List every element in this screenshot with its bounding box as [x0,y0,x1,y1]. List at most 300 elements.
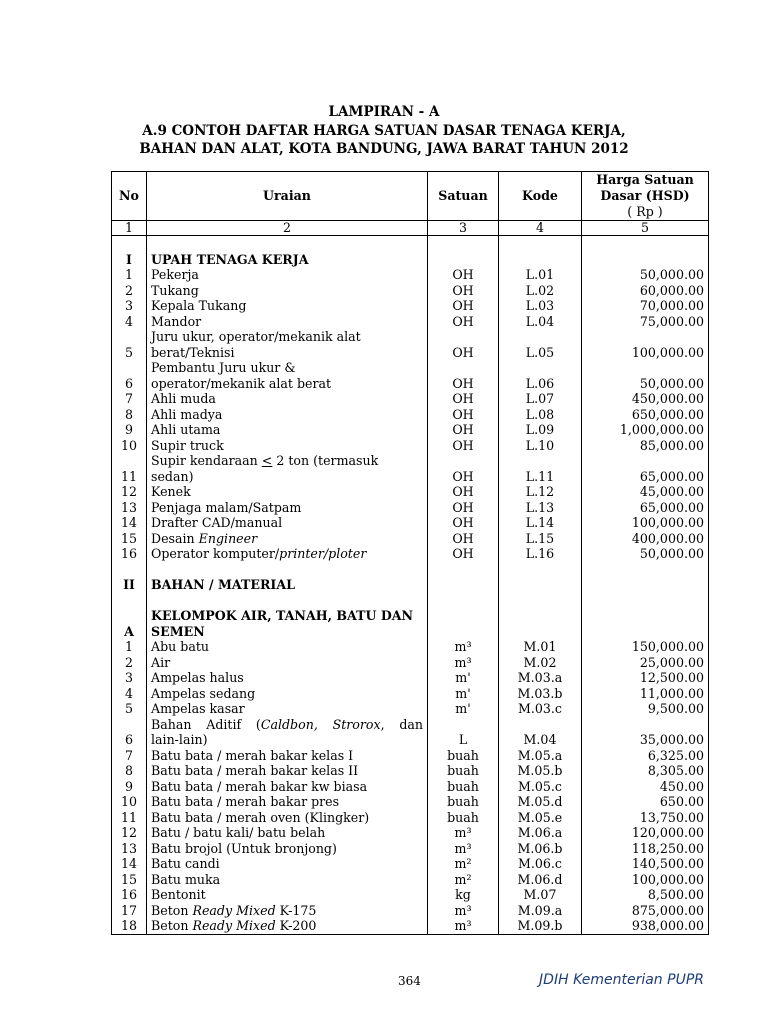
table-row [112,810,709,826]
row-kode: M.05.e [499,810,582,826]
row-satuan: OH [428,267,499,283]
row-no: 11 [112,453,147,484]
row-kode [499,593,582,609]
uraian-line: lain-lain) [151,732,208,747]
page-title: LAMPIRAN - A [328,104,440,120]
uraian-line: sedan) [151,468,194,484]
table-row [112,500,709,516]
row-uraian [147,856,428,872]
uraian-line [151,593,423,609]
uraian-line: Bahan Aditif (Caldbon, Strorox, dan [151,716,423,732]
row-no: 1 [112,639,147,655]
row-uraian [147,639,428,655]
table-row [112,453,709,484]
table-row [112,562,709,578]
uraian-line: Bentonit [151,887,206,902]
row-hsd: 85,000.00 [582,438,709,454]
row-kode: L.12 [499,484,582,500]
table-row [112,298,709,314]
row-uraian [147,329,428,360]
uraian-line: Batu bata / merah oven (Klingker) [151,809,370,825]
row-hsd: 45,000.00 [582,484,709,500]
row-uraian [147,748,428,764]
row-no: 9 [112,422,147,438]
row-hsd: 875,000.00 [582,903,709,919]
row-satuan: kg [428,887,499,903]
row-no: 3 [112,670,147,686]
row-kode: M.05.d [499,794,582,810]
row-uraian [147,562,428,578]
uraian-line: Desain Engineer [151,530,258,546]
row-no: 2 [112,655,147,671]
row-kode: L.09 [499,422,582,438]
row-kode: M.03.a [499,670,582,686]
col-header-satuan: Satuan [428,172,499,221]
row-satuan: OH [428,484,499,500]
row-hsd: 650.00 [582,794,709,810]
row-kode: L.10 [499,438,582,454]
row-hsd: 35,000.00 [582,717,709,748]
row-kode: L.14 [499,515,582,531]
row-uraian [147,531,428,547]
row-no [112,562,147,578]
row-no: 6 [112,717,147,748]
row-uraian [147,686,428,702]
col-number: 2 [147,221,428,236]
row-kode: L.04 [499,314,582,330]
row-no: 7 [112,748,147,764]
uraian-line: Batu brojol (Untuk bronjong) [151,840,337,856]
row-satuan: m³ [428,903,499,919]
row-hsd [582,608,709,639]
row-hsd: 650,000.00 [582,407,709,423]
row-hsd: 11,000.00 [582,686,709,702]
col-header-uraian: Uraian [147,172,428,221]
row-uraian [147,701,428,717]
row-kode: L.06 [499,360,582,391]
table-row [112,856,709,872]
uraian-line: Batu candi [151,856,220,871]
row-uraian [147,763,428,779]
table-row [112,438,709,454]
row-uraian [147,918,428,934]
row-hsd: 450.00 [582,779,709,795]
uraian-line: Beton Ready Mixed K-175 [151,902,317,918]
row-kode: M.05.b [499,763,582,779]
row-hsd: 65,000.00 [582,500,709,516]
row-uraian [147,655,428,671]
row-kode [499,252,582,268]
row-hsd: 100,000.00 [582,515,709,531]
row-satuan: buah [428,779,499,795]
uraian-line: Supir truck [151,437,224,453]
row-uraian [147,252,428,268]
row-hsd [582,252,709,268]
uraian-line: Batu muka [151,871,221,887]
row-no: 10 [112,794,147,810]
row-uraian [147,825,428,841]
row-hsd: 150,000.00 [582,639,709,655]
row-satuan [428,593,499,609]
row-hsd: 450,000.00 [582,391,709,407]
row-uraian [147,484,428,500]
table-row [112,407,709,423]
table-row [112,872,709,888]
col-header-kode: Kode [499,172,582,221]
footer-brand: JDIH Kementerian PUPR [539,972,704,988]
uraian-line: berat/Teknisi [151,344,235,360]
uraian-line: Pembantu Juru ukur & [151,360,296,375]
row-no: I [112,252,147,268]
row-hsd [582,593,709,609]
row-no: 17 [112,903,147,919]
row-uraian [147,577,428,593]
row-kode: L.02 [499,283,582,299]
row-hsd: 8,305.00 [582,763,709,779]
uraian-line: Batu / batu kali/ batu belah [151,825,326,840]
row-satuan: OH [428,422,499,438]
row-hsd: 1,000,000.00 [582,422,709,438]
row-no: 16 [112,887,147,903]
row-hsd: 8,500.00 [582,887,709,903]
row-hsd: 100,000.00 [582,872,709,888]
row-no: 8 [112,763,147,779]
row-uraian [147,407,428,423]
table-row [112,283,709,299]
table-row [112,391,709,407]
uraian-line: Ampelas sedang [151,685,256,701]
row-uraian [147,298,428,314]
row-satuan: OH [428,515,499,531]
row-no: 6 [112,360,147,391]
row-satuan: OH [428,329,499,360]
row-satuan: buah [428,763,499,779]
table-row [112,717,709,748]
uraian-line: Abu batu [151,639,210,654]
table-row [112,763,709,779]
row-satuan: OH [428,453,499,484]
row-hsd: 75,000.00 [582,314,709,330]
row-hsd: 400,000.00 [582,531,709,547]
col-number: 1 [112,221,147,236]
row-satuan: buah [428,794,499,810]
uraian-line: Juru ukur, operator/mekanik alat [151,329,361,344]
row-uraian [147,593,428,609]
row-hsd: 60,000.00 [582,283,709,299]
table-row [112,686,709,702]
row-kode: M.09.a [499,903,582,919]
row-satuan: OH [428,298,499,314]
row-uraian [147,314,428,330]
row-no [112,236,147,252]
row-satuan: m³ [428,825,499,841]
row-satuan [428,577,499,593]
row-satuan: OH [428,314,499,330]
row-no: 14 [112,856,147,872]
row-hsd: 12,500.00 [582,670,709,686]
row-kode: M.09.b [499,918,582,934]
row-uraian [147,500,428,516]
column-number-row [112,221,709,236]
row-kode: L.07 [499,391,582,407]
row-uraian [147,391,428,407]
row-no: 4 [112,314,147,330]
row-no: 15 [112,531,147,547]
uraian-line: Batu bata / merah bakar kelas I [151,747,354,763]
row-satuan: m³ [428,841,499,857]
row-no: 10 [112,438,147,454]
row-uraian [147,283,428,299]
uraian-line: Ampelas halus [151,670,244,685]
table-row [112,903,709,919]
table-row [112,546,709,562]
row-uraian [147,438,428,454]
table-row [112,670,709,686]
row-hsd: 25,000.00 [582,655,709,671]
row-kode: M.06.d [499,872,582,888]
uraian-line: Ahli utama [151,422,221,437]
row-hsd [582,562,709,578]
row-no: 14 [112,515,147,531]
table-row [112,484,709,500]
row-satuan: OH [428,438,499,454]
uraian-line: operator/mekanik alat berat [151,375,332,391]
row-no: 7 [112,391,147,407]
row-hsd: 13,750.00 [582,810,709,826]
row-kode: M.01 [499,639,582,655]
row-uraian [147,608,428,639]
row-uraian [147,515,428,531]
uraian-line: UPAH TENAGA KERJA [151,251,309,267]
table-row [112,252,709,268]
row-uraian [147,453,428,484]
row-kode: M.05.a [499,748,582,764]
uraian-line: Tukang [151,282,199,298]
price-table [111,171,709,935]
row-no: 3 [112,298,147,314]
row-kode: M.06.b [499,841,582,857]
uraian-line: Penjaga malam/Satpam [151,499,302,515]
row-hsd: 50,000.00 [582,546,709,562]
row-hsd: 938,000.00 [582,918,709,934]
row-satuan: OH [428,391,499,407]
row-hsd [582,577,709,593]
row-no: 12 [112,825,147,841]
table-row [112,236,709,252]
row-satuan: OH [428,283,499,299]
uraian-line: Batu bata / merah bakar kelas II [151,763,359,778]
table-row [112,825,709,841]
row-kode: M.03.b [499,686,582,702]
row-hsd: 65,000.00 [582,453,709,484]
uraian-line: Drafter CAD/manual [151,515,283,530]
row-satuan [428,236,499,252]
col-header-hsd [582,172,709,221]
row-no: 4 [112,686,147,702]
table-row [112,608,709,639]
row-satuan: m' [428,686,499,702]
row-uraian [147,810,428,826]
row-uraian [147,872,428,888]
uraian-line: Ampelas kasar [151,701,245,716]
table-row [112,655,709,671]
row-kode: M.04 [499,717,582,748]
row-satuan: m' [428,670,499,686]
row-no: 9 [112,779,147,795]
table-row [112,314,709,330]
row-no: 1 [112,267,147,283]
row-no: 5 [112,329,147,360]
col-number: 5 [582,221,709,236]
row-kode: L.05 [499,329,582,360]
table-row [112,267,709,283]
table-row [112,329,709,360]
row-no: 13 [112,500,147,516]
uraian-line: Batu bata / merah bakar pres [151,794,340,809]
row-satuan: buah [428,748,499,764]
row-kode: M.06.a [499,825,582,841]
col-number: 4 [499,221,582,236]
row-no: 2 [112,283,147,299]
col-number: 3 [428,221,499,236]
row-satuan [428,562,499,578]
row-kode: L.03 [499,298,582,314]
row-hsd: 70,000.00 [582,298,709,314]
row-kode [499,236,582,252]
row-no: 13 [112,841,147,857]
row-no: II [112,577,147,593]
table-header-row [112,172,709,221]
row-kode: M.05.c [499,779,582,795]
page-number: 364 [398,974,421,988]
col-header-no: No [112,172,147,221]
uraian-line [151,562,423,578]
row-uraian [147,422,428,438]
uraian-line: Supir kendaraan < 2 ton (termasuk [151,453,379,468]
col-header-hsd-line3: ( Rp ) [627,204,663,219]
table-row [112,515,709,531]
table-row [112,779,709,795]
row-no: 18 [112,918,147,934]
row-kode: M.06.c [499,856,582,872]
table-row [112,422,709,438]
row-satuan: m' [428,701,499,717]
row-hsd: 140,500.00 [582,856,709,872]
row-kode: L.11 [499,453,582,484]
row-kode: M.02 [499,655,582,671]
uraian-line: Kenek [151,484,191,499]
row-no: 16 [112,546,147,562]
uraian-line [151,236,423,252]
uraian-line: SEMEN [151,623,205,639]
uraian-line: Ahli madya [151,406,223,422]
row-satuan: OH [428,500,499,516]
row-uraian [147,267,428,283]
row-satuan: OH [428,531,499,547]
table-body [112,236,709,935]
row-hsd: 6,325.00 [582,748,709,764]
row-uraian [147,779,428,795]
row-satuan: m² [428,872,499,888]
row-satuan: OH [428,546,499,562]
row-hsd: 120,000.00 [582,825,709,841]
table-row [112,360,709,391]
row-kode [499,577,582,593]
row-no: 11 [112,810,147,826]
uraian-line: Air [151,654,171,670]
row-kode: M.03.c [499,701,582,717]
row-no: 15 [112,872,147,888]
uraian-line: Operator komputer/printer/ploter [151,546,367,561]
row-no: 5 [112,701,147,717]
document-title-line-2: BAHAN DAN ALAT, KOTA BANDUNG, JAWA BARAT TAHUN 2012 [139,141,629,157]
document-title-line-1: A.9 CONTOH DAFTAR HARGA SATUAN DASAR TENAGA KERJA, [142,123,626,139]
row-satuan: m³ [428,655,499,671]
row-uraian [147,903,428,919]
uraian-line: BAHAN / MATERIAL [151,577,295,592]
table-row [112,794,709,810]
table-row [112,918,709,934]
row-uraian [147,236,428,252]
row-satuan: OH [428,407,499,423]
table-row [112,701,709,717]
row-kode: L.15 [499,531,582,547]
table-row [112,531,709,547]
row-hsd: 50,000.00 [582,267,709,283]
uraian-line: Pekerja [151,267,199,282]
row-uraian [147,717,428,748]
table-row [112,887,709,903]
row-satuan: m² [428,856,499,872]
uraian-line: Ahli muda [151,391,216,406]
row-satuan: L [428,717,499,748]
uraian-line: KELOMPOK AIR, TANAH, BATU DAN [151,608,414,623]
row-kode: M.07 [499,887,582,903]
uraian-line: Batu bata / merah bakar kw biasa [151,778,368,794]
uraian-line: Kepala Tukang [151,298,247,313]
row-uraian [147,841,428,857]
row-satuan: OH [428,360,499,391]
row-uraian [147,887,428,903]
row-hsd: 118,250.00 [582,841,709,857]
row-uraian [147,360,428,391]
row-kode: L.16 [499,546,582,562]
row-satuan [428,252,499,268]
uraian-line: Mandor [151,313,202,329]
row-hsd: 100,000.00 [582,329,709,360]
row-no [112,593,147,609]
table-row [112,748,709,764]
row-satuan: m³ [428,639,499,655]
col-header-hsd-line2: Dasar (HSD) [600,188,690,203]
row-hsd: 9,500.00 [582,701,709,717]
row-kode: L.01 [499,267,582,283]
row-hsd [582,236,709,252]
col-header-hsd-line1: Harga Satuan [596,172,694,187]
uraian-line: Beton Ready Mixed K-200 [151,918,317,933]
row-uraian [147,794,428,810]
row-no: 12 [112,484,147,500]
row-kode: L.08 [499,407,582,423]
table-row [112,577,709,593]
row-no: A [112,608,147,639]
row-hsd: 50,000.00 [582,360,709,391]
row-uraian [147,546,428,562]
row-kode [499,562,582,578]
table-row [112,639,709,655]
row-kode: L.13 [499,500,582,516]
table-row [112,841,709,857]
